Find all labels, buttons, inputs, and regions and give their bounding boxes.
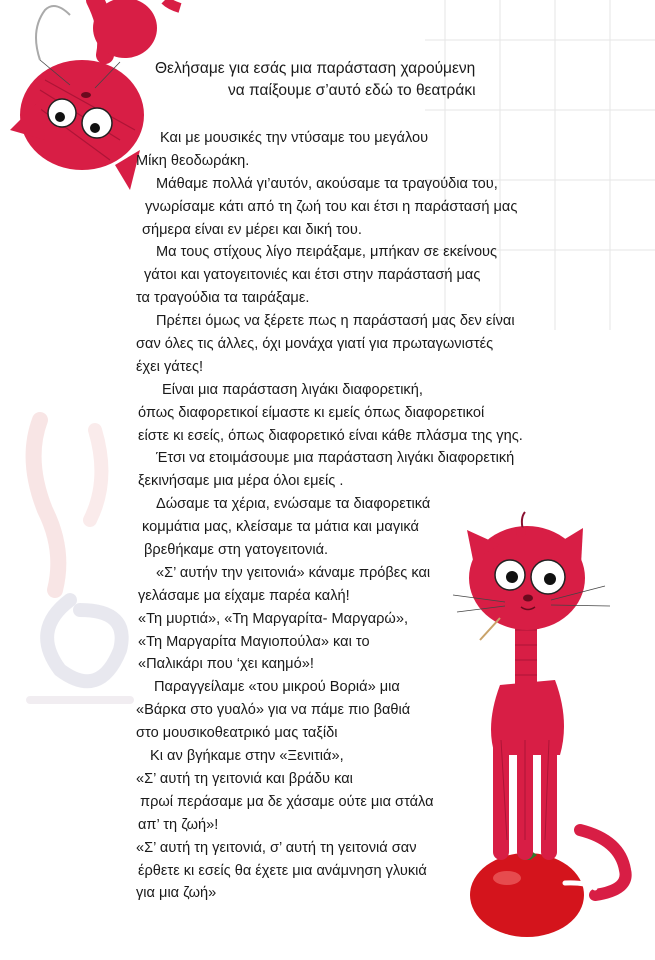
text-line: «Σ’ αυτή τη γειτονιά, σ’ αυτή τη γειτονιά σαν (136, 839, 417, 856)
text-line: ξεκινήσαμε μια μέρα όλοι εμείς . (138, 473, 344, 490)
text-line: γελάσαμε μα είχαμε παρέα καλή! (138, 587, 350, 604)
text-line: «Παλικάρι που ‘χει καημό»! (138, 656, 314, 673)
text-line: Έτσι να ετοιμάσουμε μια παράσταση λιγάκι διαφορετική (156, 450, 515, 467)
text-line: Πρέπει όμως να ξέρετε πως η παράστασή μας δεν είναι (156, 313, 515, 330)
text-line: γάτοι και γατογειτονιές και έτσι στην παράστασή μας (144, 267, 481, 284)
background-watermark-logo (10, 400, 150, 720)
text-line: Και με μουσικές την ντύσαμε του μεγάλου (160, 130, 429, 146)
text-line: έρθετε κι εσείς θα έχετε μια ανάμνηση γλυκιά (138, 862, 427, 879)
text-line: για μια ζωή» (136, 885, 217, 902)
text-line: Είναι μια παράσταση λιγάκι διαφορετική, (162, 381, 423, 398)
cat-on-tomato-illustration (445, 510, 645, 950)
text-line: «Σ’ αυτή τη γειτονιά και βράδυ και (136, 770, 353, 787)
text-line: «Τη Μαργαρίτα Μαγιοπούλα» και το (138, 633, 370, 650)
title-line-1: Θελήσαμε για εσάς μια παράσταση χαρούμενη (155, 60, 476, 77)
text-line: Μάθαμε πολλά γι’αυτόν, ακούσαμε τα τραγούδια του, (156, 175, 498, 192)
text-line: γνωρίσαμε κάτι από τη ζωή του και έτσι η παράστασή μας (145, 198, 518, 215)
text-line: βρεθήκαμε στη γατογειτονιά. (144, 542, 329, 559)
text-line: κομμάτια μας, κλείσαμε τα μάτια και μαγικά (142, 519, 419, 536)
text-line: «Σ’ αυτήν την γειτονιά» κάναμε πρόβες και (156, 564, 431, 581)
text-line: σήμερα είναι εν μέρει και δική του. (142, 221, 362, 238)
text-line: «Βάρκα στο γυαλό» για να πάμε πιο βαθιά (136, 702, 411, 719)
text-line: Μα τους στίχους λίγο πειράξαμε, μπήκαν σε εκείνους (156, 244, 498, 261)
text-line: στο μουσικοθεατρικό μας ταξίδι (136, 725, 338, 742)
text-line: είστε κι εσείς, όπως διαφορετικό είναι κάθε πλάσμα της γης. (138, 427, 523, 444)
text-line: Δώσαμε τα χέρια, ενώσαμε τα διαφορετικά (156, 496, 431, 513)
text-line: όπως διαφορετικοί είμαστε κι εμείς όπως διαφορετικοί (138, 404, 485, 421)
text-line: πρωί περάσαμε μα δε χάσαμε ούτε μια στάλα (140, 793, 434, 810)
text-line: έχει γάτες! (136, 358, 204, 375)
text-line: σαν όλες τις άλλες, όχι μονάχα γιατί για πρωταγωνιστές (136, 336, 494, 353)
text-line: απ’ τη ζωή»! (138, 816, 219, 833)
text-line: Παραγγείλαμε «του μικρού Βοριά» μια (154, 679, 400, 696)
text-line: Κι αν βγήκαμε στην «Ξενιτιά», (150, 748, 344, 765)
text-line: τα τραγούδια τα ταιράξαμε. (136, 290, 310, 307)
text-line: Μίκη θεοδωράκη. (136, 152, 250, 169)
text-line: «Τη μυρτιά», «Τη Μαργαρίτα- Μαργαρώ», (138, 610, 408, 627)
title-line-2: να παίξουμε σ’αυτό εδώ το θεατράκι (228, 82, 476, 99)
